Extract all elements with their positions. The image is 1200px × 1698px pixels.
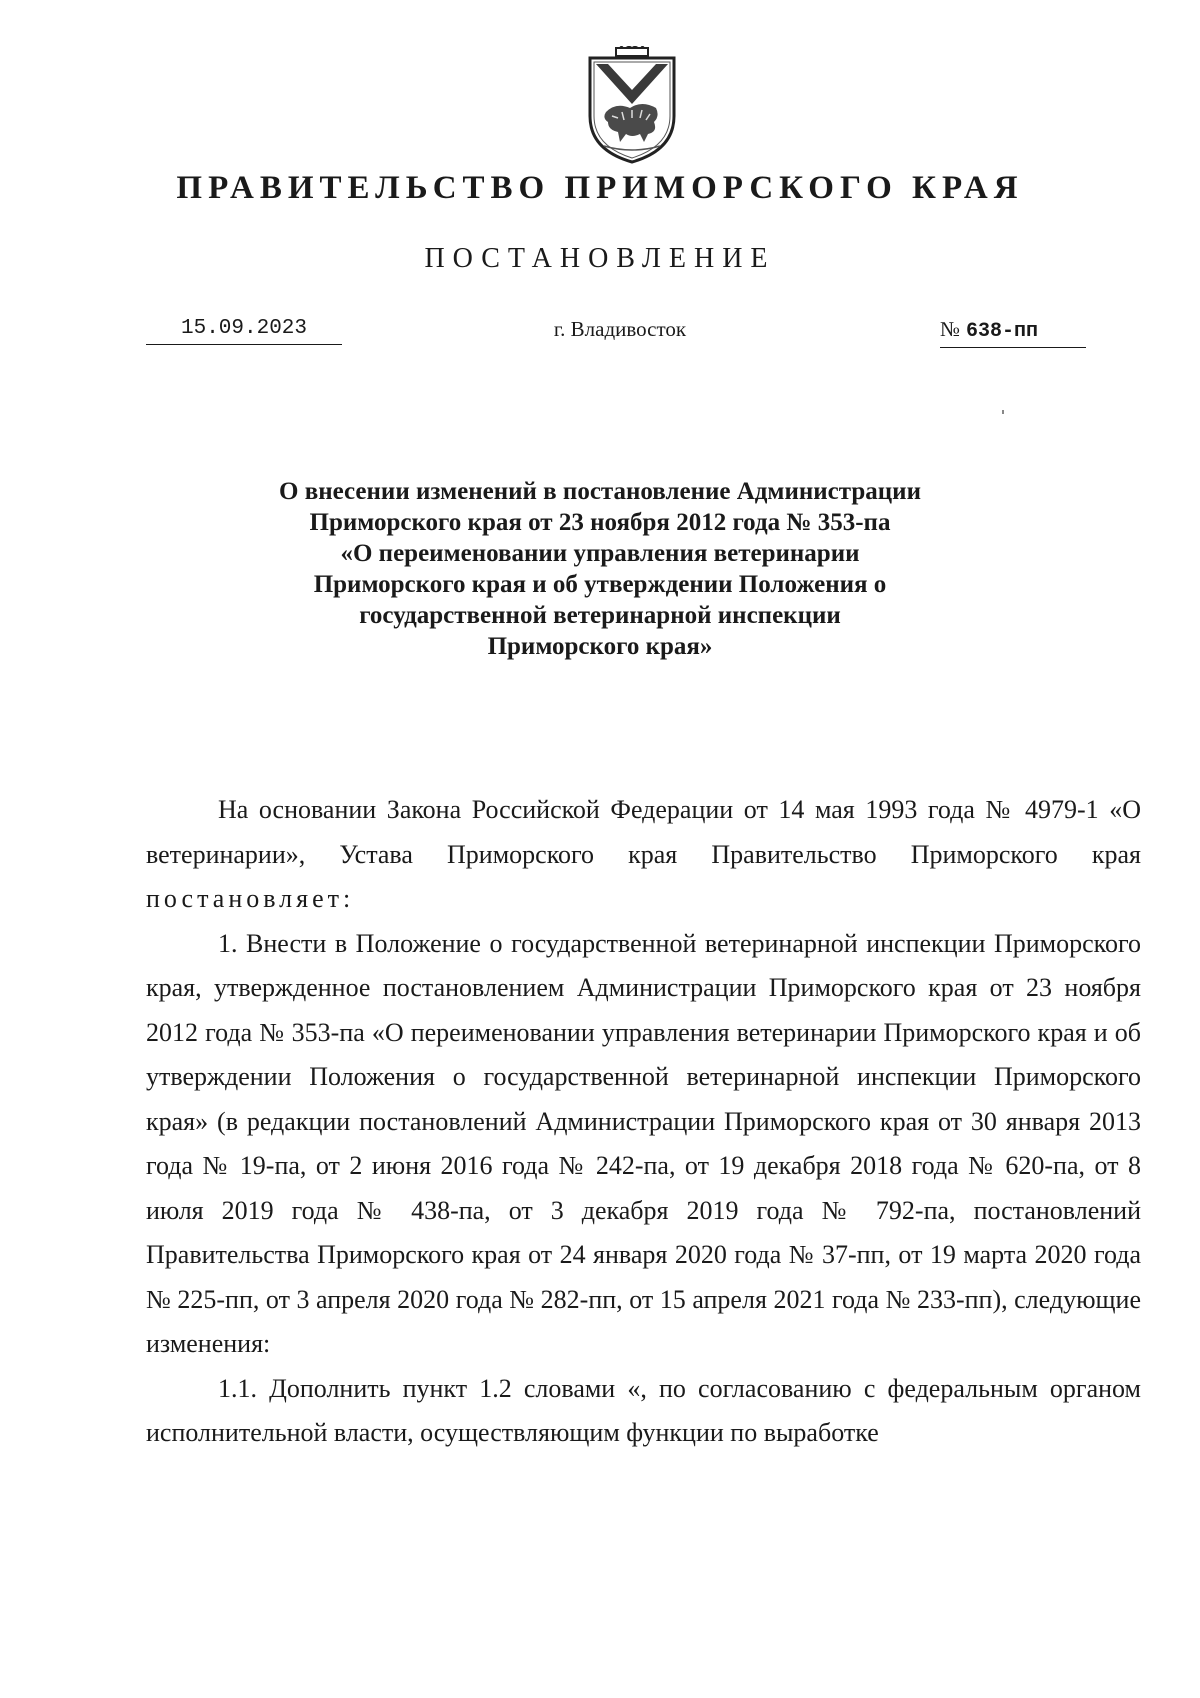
preamble-text: На основании Закона Российской Федерации от 14 мая 1993 года № 4979-1 «О ветеринарии», Устава Приморского края Правительство Приморского края — [146, 795, 1141, 869]
item-1-paragraph: 1. Внести в Положение о государственной ветеринарной инспекции Приморского края, утвержденное постановлением Администрации Приморского края от 23 ноября 2012 года № 353-па «О переименовании управления ветеринарии Приморского края и об утверждении Положения о государственной ветеринарной инспекции Приморского края» (в редакции постановлений Администрации Приморского края от 30 января 2013 года № 19-па, от 2 июня 2016 года № 242-па, от 19 декабря 2018 года № 620-па, от 8 июля 2019 года № 438-па, от 3 декабря 2019 года № 792-па, постановлений Правительства Приморского края от 24 января 2020 года № 37-пп, от 19 марта 2020 года № 225-пп, от 3 апреля 2020 года № 282-пп, от 15 апреля 2021 года № 233-пп), следующие изменения: — [146, 928, 1141, 1358]
document-number-label: № — [940, 317, 961, 341]
preamble-paragraph — [146, 788, 1141, 922]
preamble-keyword: постановляет — [146, 884, 344, 913]
scan-speck — [1002, 410, 1004, 414]
title-line: Приморского края от 23 ноября 2012 года № 353-па — [309, 509, 891, 536]
document-number — [940, 316, 1086, 348]
document-city: г. Владивосток — [553, 317, 687, 341]
document-type: ПОСТАНОВЛЕНИЕ — [424, 243, 776, 274]
organization-name: ПРАВИТЕЛЬСТВО ПРИМОРСКОГО КРАЯ — [176, 170, 1024, 206]
title-line: «О переименовании управления ветеринарии — [340, 540, 860, 567]
title-line: государственной ветеринарной инспекции — [359, 602, 841, 629]
title-line: О внесении изменений в постановление Администрации — [279, 478, 921, 505]
document-body — [146, 788, 1141, 1456]
document-title — [200, 476, 1000, 662]
title-line: Приморского края и об утверждении Положения о — [313, 571, 887, 598]
document-date: 15.09.2023 — [146, 316, 342, 345]
item-1-1-paragraph: 1.1. Дополнить пункт 1.2 словами «, по согласованию с федеральным органом исполнительной власти, осуществляющим функции по выработке — [146, 1373, 1141, 1447]
title-line: Приморского края» — [487, 633, 713, 660]
preamble-end: : — [343, 884, 351, 913]
document-number-value: 638-пп — [966, 320, 1039, 343]
primorsky-krai-coat-of-arms-icon — [586, 46, 678, 164]
